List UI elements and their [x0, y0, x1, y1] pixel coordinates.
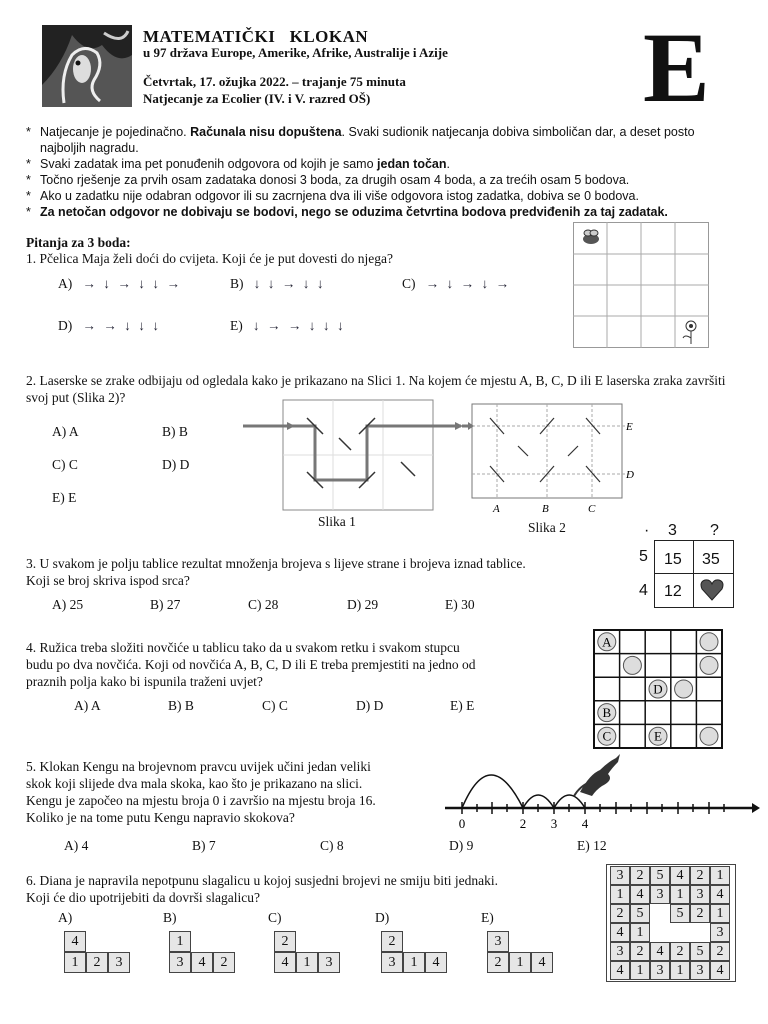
q3-option-c[interactable]: C) 28: [248, 597, 279, 612]
q5-option-d[interactable]: D) 9: [449, 838, 474, 853]
piece-cell: 2: [86, 952, 108, 973]
rule-item: * Točno rješenje za prvih osam zadataka donosi 3 boda, za drugih osam 4 boda, a za trećih osam 5 bodova.: [26, 172, 726, 188]
q4-text-3: praznih polja kako bi ispunila traženi uvjet?: [26, 674, 263, 689]
q1-option-a[interactable]: A) → ↓ → ↓ ↓ →: [58, 276, 182, 291]
piece-cell: 3: [487, 931, 509, 952]
coin: [700, 633, 718, 651]
rule-item: * Ako u zadatku nije odabran odgovor ili su zacrnjena dva ili više odgovora istog zadatka, dobiva se 0 bodova.: [26, 188, 726, 204]
competition-title: MATEMATIČKI KLOKAN: [143, 27, 369, 46]
q3-option-a[interactable]: A) 25: [52, 597, 84, 612]
q3-option-b[interactable]: B) 27: [150, 597, 181, 612]
coin: [675, 680, 693, 698]
coin: [623, 656, 641, 674]
q2-option-c[interactable]: C) C: [52, 457, 78, 472]
piece-cell: 1: [403, 952, 425, 973]
puzzle-cell: 1: [710, 904, 730, 923]
puzzle-cell: 5: [650, 866, 670, 885]
heart-icon: [700, 579, 724, 606]
axis-label-3: 3: [550, 816, 558, 831]
puzzle-cell: 1: [710, 866, 730, 885]
piece-cell: 1: [296, 952, 318, 973]
q6-option-b-piece[interactable]: [169, 931, 239, 975]
q2-option-d[interactable]: D) D: [162, 457, 190, 472]
puzzle-cell: 2: [630, 942, 650, 961]
coin-label-d: D: [653, 681, 663, 697]
mult-cell-3: 12: [664, 583, 682, 600]
puzzle-cell: 2: [670, 942, 690, 961]
q1-option-c[interactable]: C) → ↓ → ↓ →: [402, 276, 512, 291]
puzzle-cell: 4: [630, 885, 650, 904]
puzzle-cell: 2: [710, 942, 730, 961]
puzzle-cell: 1: [670, 885, 690, 904]
q5-text-3: Kengu je započeo na mjestu broja 0 i završio na mjestu broja 16.: [26, 793, 376, 808]
puzzle-cell: 5: [670, 904, 690, 923]
q2-figure-1: [243, 398, 463, 513]
q4-option-a[interactable]: A) A: [74, 698, 101, 713]
q3-text-2: Koji se broj skriva ispod srca?: [26, 573, 190, 588]
piece-cell: 4: [191, 952, 213, 973]
piece-cell: 4: [64, 931, 86, 952]
q3-option-e[interactable]: E) 30: [445, 597, 475, 612]
kangaroo-icon: [574, 754, 620, 796]
q4-option-b[interactable]: B) B: [168, 698, 194, 713]
puzzle-cell: 4: [610, 923, 630, 942]
piece-cell: 1: [509, 952, 531, 973]
q5-option-e[interactable]: E) 12: [577, 838, 607, 853]
q6-option-a-piece[interactable]: [64, 931, 134, 975]
q1-option-d[interactable]: D) → → ↓ ↓ ↓: [58, 318, 162, 333]
q2-fig2-caption: Slika 2: [528, 520, 566, 535]
puzzle-cell: 2: [630, 866, 650, 885]
piece-cell: 3: [169, 952, 191, 973]
q2-fig1-caption: Slika 1: [318, 514, 356, 529]
puzzle-cell: 4: [650, 942, 670, 961]
q4-option-c[interactable]: C) C: [262, 698, 288, 713]
q4-option-e[interactable]: E) E: [450, 698, 475, 713]
piece-cell: 4: [274, 952, 296, 973]
q2-option-a[interactable]: A) A: [52, 424, 79, 439]
puzzle-empty-cell: [650, 923, 670, 942]
puzzle-cell: 2: [610, 904, 630, 923]
axis-label-2: 2: [519, 816, 527, 831]
coin-label-e: E: [654, 728, 662, 744]
q5-text-1: 5. Klokan Kengu na brojevnom pravcu uvijek učini jedan veliki: [26, 759, 371, 774]
q1-text: 1. Pčelica Maja želi doći do cvijeta. Koji će je put dovesti do njega?: [26, 251, 393, 266]
coin: [700, 727, 718, 745]
fig2-label-e: E: [626, 421, 633, 433]
piece-cell: 2: [213, 952, 235, 973]
puzzle-cell: 3: [610, 942, 630, 961]
q6-option-d-label[interactable]: D): [375, 910, 390, 925]
mult-dot: ·: [644, 522, 650, 539]
piece-cell: 3: [381, 952, 403, 973]
q2-option-b[interactable]: B) B: [162, 424, 188, 439]
q2-option-e[interactable]: E) E: [52, 490, 77, 505]
puzzle-cell: 4: [710, 961, 730, 980]
competition-subtitle: u 97 država Europe, Amerike, Afrike, Australije i Azije: [143, 45, 448, 60]
fig2-label-c: C: [588, 503, 596, 515]
piece-cell: 1: [64, 952, 86, 973]
q2-figure-2: [462, 398, 642, 516]
puzzle-cell: 3: [650, 885, 670, 904]
axis-label-4: 4: [581, 816, 589, 831]
puzzle-cell: 3: [690, 961, 710, 980]
coin: [700, 656, 718, 674]
q5-number-line: [440, 752, 760, 832]
q6-option-b-label[interactable]: B): [163, 910, 177, 925]
puzzle-empty-cell: [670, 923, 690, 942]
puzzle-empty-cell: [690, 923, 710, 942]
puzzle-cell: 3: [610, 866, 630, 885]
q3-option-d[interactable]: D) 29: [347, 597, 379, 612]
category-letter: E: [643, 12, 710, 123]
q1-grid: [573, 222, 709, 348]
q1-arrows-b: ↓ ↓ → ↓ ↓: [253, 276, 326, 291]
fig2-label-b: B: [542, 503, 549, 515]
puzzle-cell: 2: [690, 866, 710, 885]
mult-top-2: ?: [710, 522, 719, 539]
bee-icon: [583, 230, 599, 244]
piece-cell: 2: [274, 931, 296, 952]
q2-text: 2. Laserske se zrake odbijaju od ogledala kako je prikazano na Slici 1. Na kojem će mjestu A, B, C, D ili E laserska zraka završiti svoj put (Slika 2)?: [26, 373, 726, 405]
piece-cell: 1: [169, 931, 191, 952]
q1-option-b[interactable]: B) ↓ ↓ → ↓ ↓: [230, 276, 326, 291]
mult-top-1: 3: [668, 522, 677, 539]
rule-item: * Za netočan odgovor ne dobivaju se bodovi, nego se oduzima četvrtina bodova predviđenih za taj zadatak.: [26, 204, 726, 220]
fig2-label-a: A: [493, 503, 500, 515]
rules-list: [26, 124, 726, 220]
coin-label-c: C: [602, 728, 612, 744]
q3-text-1: 3. U svakom je polju tablice rezultat množenja brojeva s lijeve strane i brojeva iznad tablice.: [26, 556, 526, 571]
mult-cell-1: 15: [664, 551, 682, 568]
q6-option-e-label[interactable]: E): [481, 910, 494, 925]
puzzle-cell: 1: [630, 923, 650, 942]
q4-text-2: budu po dva novčića. Koji od novčića A, B, C, D ili E treba premjestiti na jedno od: [26, 657, 476, 672]
mult-left-1: 5: [639, 548, 648, 565]
piece-cell: 2: [381, 931, 403, 952]
fig2-label-d: D: [626, 469, 634, 481]
coin-label-a: A: [602, 634, 612, 650]
mult-left-2: 4: [639, 582, 648, 599]
q6-option-e-piece[interactable]: [487, 931, 557, 975]
puzzle-cell: 4: [670, 866, 690, 885]
q4-option-d[interactable]: D) D: [356, 698, 384, 713]
q6-option-c-label[interactable]: C): [268, 910, 282, 925]
q6-text-2: Koji će dio upotrijebiti da dovrši slagalicu?: [26, 890, 260, 905]
puzzle-cell: 1: [610, 885, 630, 904]
piece-cell: 3: [108, 952, 130, 973]
puzzle-cell: 4: [610, 961, 630, 980]
puzzle-cell: 4: [710, 885, 730, 904]
puzzle-cell: 3: [710, 923, 730, 942]
piece-cell: 3: [318, 952, 340, 973]
q6-option-a-label[interactable]: A): [58, 910, 73, 925]
mult-cell-2: 35: [702, 551, 720, 568]
piece-cell: 2: [487, 952, 509, 973]
q1-arrows-e: ↓ → → ↓ ↓ ↓: [252, 318, 346, 333]
puzzle-cell: 2: [690, 904, 710, 923]
q5-text-4: Koliko je na tome putu Kengu napravio skokova?: [26, 810, 295, 825]
q1-option-e[interactable]: E) ↓ → → ↓ ↓ ↓: [230, 318, 346, 333]
kangaroo-logo: [42, 25, 132, 107]
q4-coin-grid: [593, 629, 723, 749]
piece-cell: 4: [531, 952, 553, 973]
q6-option-d-piece[interactable]: [381, 931, 451, 975]
q5-text-2: skok koji slijede dva mala skoka, kao što je prikazano na slici.: [26, 776, 363, 791]
puzzle-empty-cell: [650, 904, 670, 923]
competition-date: Četvrtak, 17. ožujka 2022. – trajanje 75 minuta: [143, 74, 406, 89]
q1-arrows-d: → → ↓ ↓ ↓: [82, 318, 162, 333]
q6-option-c-piece[interactable]: [274, 931, 344, 975]
q6-puzzle-grid: [606, 864, 744, 984]
puzzle-cell: 5: [630, 904, 650, 923]
coin-label-b: B: [602, 705, 612, 720]
q5-option-b[interactable]: B) 7: [192, 838, 216, 853]
axis-label-0: 0: [458, 816, 466, 831]
competition-category: Natjecanje za Ecolier (IV. i V. razred OŠ): [143, 91, 371, 106]
puzzle-cell: 1: [670, 961, 690, 980]
rule-item: * Svaki zadatak ima pet ponuđenih odgovora od kojih je samo jedan točan.: [26, 156, 726, 172]
puzzle-cell: 5: [690, 942, 710, 961]
puzzle-cell: 3: [690, 885, 710, 904]
q5-option-c[interactable]: C) 8: [320, 838, 344, 853]
q1-arrows-c: → ↓ → ↓ →: [425, 276, 512, 291]
puzzle-cell: 1: [630, 961, 650, 980]
q4-text-1: 4. Ružica treba složiti novčiće u tablicu tako da u svakom retku i svakom stupcu: [26, 640, 460, 655]
q6-text-1: 6. Diana je napravila nepotpunu slagalicu u kojoj susjedni brojevi ne smiju biti jednaki.: [26, 873, 499, 888]
q3-multiplication-table: [630, 522, 760, 612]
puzzle-cell: 3: [650, 961, 670, 980]
rule-item: * Natjecanje je pojedinačno. Računala nisu dopuštena. Svaki sudionik natjecanja dobiva simboličan dar, a deset posto najboljih nagradu.: [26, 124, 726, 156]
section-heading: Pitanja za 3 boda:: [26, 235, 131, 250]
q5-option-a[interactable]: A) 4: [64, 838, 89, 853]
q1-arrows-a: → ↓ → ↓ ↓ →: [82, 276, 182, 291]
piece-cell: 4: [425, 952, 447, 973]
